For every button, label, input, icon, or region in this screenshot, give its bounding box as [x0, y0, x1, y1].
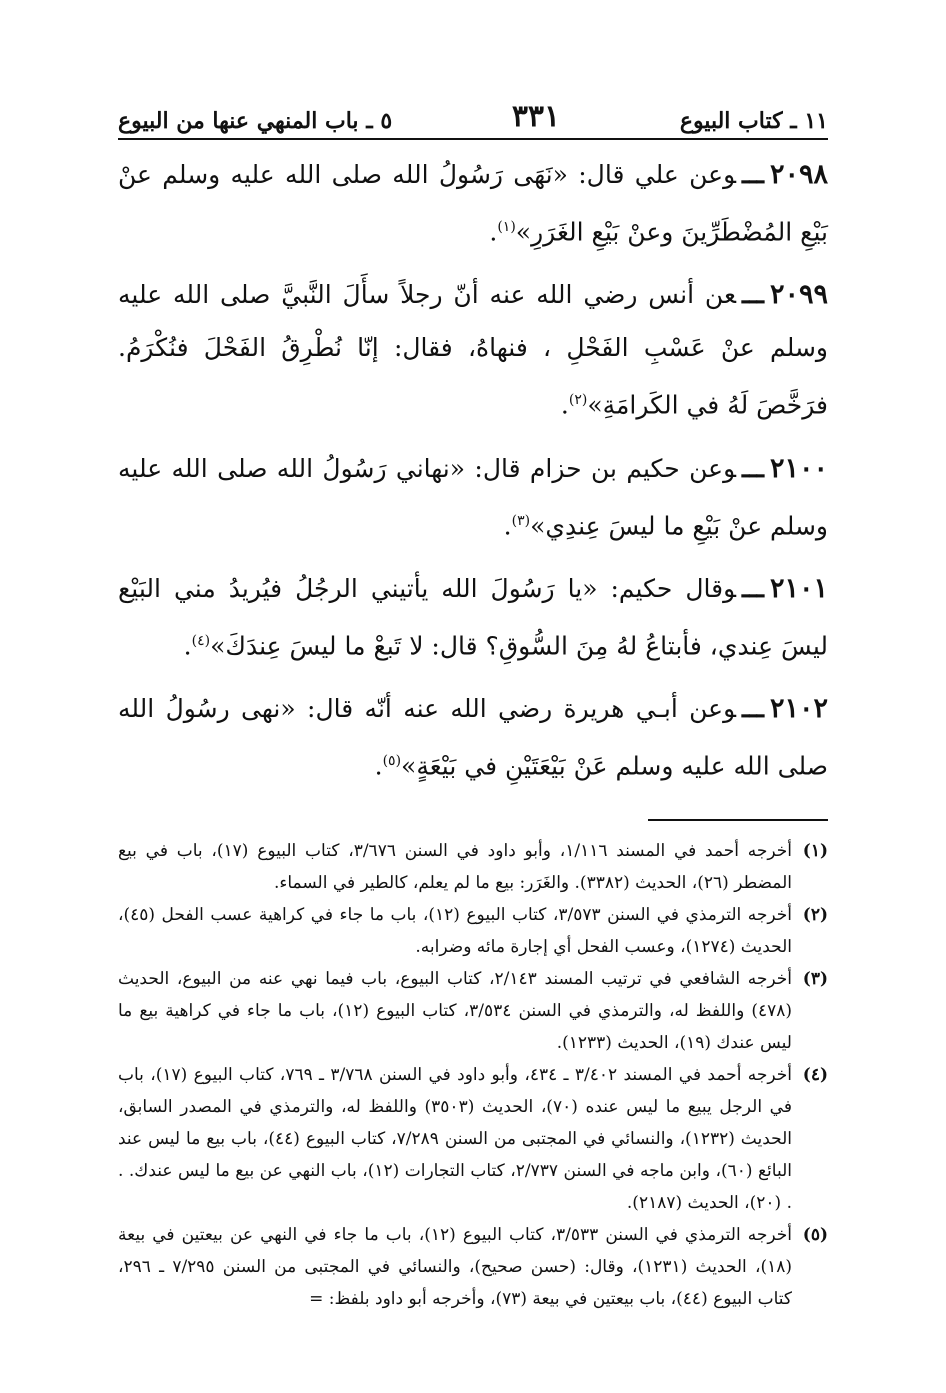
footnote-5	[118, 1219, 828, 1315]
footnote-ref[interactable]: (١)	[497, 219, 516, 235]
hadith-number: ٢٠٩٩	[769, 279, 828, 311]
footnote-3	[118, 963, 828, 1059]
hadith-number: ٢٠٩٨	[769, 159, 828, 190]
footnote-text: أخرجه الترمذي في السنن ٣/٥٣٣، كتاب البيوع (١٢)، باب ما جاء في النهي عن بيعتين في بيعة (١٨)، الحديث (١٢٣١)، وقال: (حسن صحيح)، والنسائي في المجتبى من السنن ٧/٢٩٥ ـ ٢٩٦، كتاب البيوع (٤٤)، باب بيعتين في بيعة (٧٣)، وأخرجه أبو داود بلفظ: =	[118, 1224, 792, 1309]
running-header	[118, 90, 828, 134]
footnote-text: أخرجه أحمد في المسند ٣/٤٠٢ ـ ٤٣٤، وأبو داود في السنن ٣/٧٦٨ ـ ٧٦٩، كتاب البيوع (١٧)، باب في الرجل يبيع ما ليس عنده (٧٠)، الحديث (٣٥٠٣) واللفظ له، والترمذي في المصدر السابق، الحديث (١٢٣٢)، والنسائي في المجتبى من السنن ٧/٢٨٩، كتاب البيوع (٤٤)، باب بيع ما ليس عند البائع (٦٠)، وابن ماجه في السنن ٢/٧٣٧، كتاب التجارات (١٢)، باب النهي عن بيع ما ليس عندك. . . (٢٠)، الحديث (٢١٨٧).	[118, 1064, 792, 1213]
hadith-dash: ـــ	[742, 160, 764, 189]
hadith-number: ٢١٠٢	[769, 693, 828, 725]
hadith-2101: ٢١٠١ـــوقال حكيم: «يا رَسُولَ الله يأتيني الرجُلُ فيُريدُ مني البَيْع ليسَ عِندي، فأبتاعُ لهُ مِنَ السُّوقِ؟ قال: لا تَبعْ ما ليسَ عِندَكَ»$^{(٤)}$.	[118, 572, 828, 661]
hadith-text: عن أنس رضي الله عنه أنّ رجلاً سأَلَ النَّبيَّ صلى الله عليه وسلم عنْ عَسْبِ الفَحْلِ ، فنهاهُ، فقال: إنّا نُطْرِقُ الفَحْلَ فنُكْرَمُ. فرَخَّصَ لَهُ في الكَرامَةِ»	[118, 280, 828, 420]
footnote-ref[interactable]: (٢)	[568, 392, 588, 409]
footnote-ref[interactable]: (٣)	[511, 512, 531, 529]
page-number: ٣٣١	[511, 99, 561, 134]
footnote-label: (٣)	[802, 968, 828, 989]
footnote-label: (٥)	[802, 1224, 828, 1245]
header-rule	[118, 138, 828, 140]
hadith-text: وعن حكيم بن حزام قال: «نهاني رَسُولُ الله صلى الله عليه وسلم عنْ بَيْعِ ما ليسَ عِندِي»	[118, 453, 828, 540]
footnote-separator	[648, 819, 828, 821]
hadith-2102: ٢١٠٢ـــوعن أبـي هريرة رضي الله عنه أنّه قال: «نهى رسُولُ الله صلى الله عليه وسلم عَنْ بَيْعَتَيْنِ في بَيْعَةٍ»$^{(٥)}$.	[118, 693, 828, 781]
hadith-dash: ـــ	[742, 694, 764, 724]
hadith-number: ٢١٠١	[769, 572, 828, 604]
footnote-ref[interactable]: (٤)	[191, 632, 211, 649]
footnote-label: (٢)	[802, 904, 828, 925]
footnote-text: أخرجه الشافعي في ترتيب المسند ٢/١٤٣، كتاب البيوع، باب فيما نهي عنه من البيوع، الحديث (٤٧٨) واللفظ له، والترمذي في السنن ٣/٥٣٤، كتاب البيوع (١٢)، باب ما جاء في كراهية بيع ما ليس عندك (١٩)، الحديث (١٢٣٣).	[118, 968, 792, 1053]
footnote-2	[118, 899, 828, 963]
header-chapter-title: ٥ ـ باب المنهي عنها من البيوع	[118, 108, 393, 134]
hadith-2100: ٢١٠٠ـــوعن حكيم بن حزام قال: «نهاني رَسُولُ الله صلى الله عليه وسلم عنْ بَيْعِ ما ليسَ عِندِي»$^{(٣)}$.	[118, 452, 828, 540]
footnote-label: (٤)	[802, 1064, 828, 1085]
footnote-label: (١)	[802, 840, 828, 861]
hadith-2098: ٢٠٩٨ـــوعن علي قال: «نَهَى رَسُولُ الله صلى الله عليه وسلم عنْ بَيْعِ المُضْطَرِّينَ وعنْ بَيْعِ الغَرَرِ»$^{(١)}$.	[118, 159, 828, 247]
header-book-title: ١١ ـ كتاب البيوع	[679, 108, 828, 134]
footnotes	[118, 835, 828, 1315]
hadith-dash: ـــ	[742, 453, 764, 483]
footnote-4	[118, 1059, 828, 1219]
footnote-text: أخرجه أحمد في المسند ١/١١٦، وأبو داود في السنن ٣/٦٧٦، كتاب البيوع (١٧)، باب في بيع المضطر (٢٦)، الحديث (٣٣٨٢). والغَرَر: بيع ما لم يعلم، كالطير في السماء.	[118, 840, 792, 893]
footnote-text: أخرجه الترمذي في السنن ٣/٥٧٣، كتاب البيوع (١٢)، باب ما جاء في كراهية عسب الفحل (٤٥)، الحديث (١٢٧٤)، وعسب الفحل أي إجارة مائه وضرابه.	[118, 904, 792, 957]
footnote-1	[118, 835, 828, 899]
hadith-number: ٢١٠٠	[769, 452, 828, 484]
hadith-2099: ٢٠٩٩ـــعن أنس رضي الله عنه أنّ رجلاً سأَلَ النَّبيَّ صلى الله عليه وسلم عنْ عَسْبِ الفَحْلِ ، فنهاهُ، فقال: إنّا نُطْرِقُ الفَحْلَ فنُكْرَمُ. فرَخَّصَ لَهُ في الكَرامَةِ»$^{(٢)}$.	[118, 279, 828, 420]
footnote-ref[interactable]: (٥)	[382, 753, 402, 770]
hadith-text: وقال حكيم: «يا رَسُولَ الله يأتيني الرجُلُ فيُريدُ مني البَيْع ليسَ عِندي، فأبتاعُ لهُ مِنَ السُّوقِ؟ قال: لا تَبعْ ما ليسَ عِندَكَ»	[118, 573, 828, 661]
hadith-dash: ـــ	[742, 280, 764, 310]
hadith-text: وعن علي قال: «نَهَى رَسُولُ الله صلى الله عليه وسلم عنْ بَيْعِ المُضْطَرِّينَ وعنْ بَيْعِ الغَرَرِ»	[118, 160, 828, 247]
hadith-text: وعن أبـي هريرة رضي الله عنه أنّه قال: «نهى رسُولُ الله صلى الله عليه وسلم عَنْ بَيْعَتَيْنِ في بَيْعَةٍ»	[118, 694, 828, 781]
hadith-dash: ـــ	[742, 573, 764, 603]
